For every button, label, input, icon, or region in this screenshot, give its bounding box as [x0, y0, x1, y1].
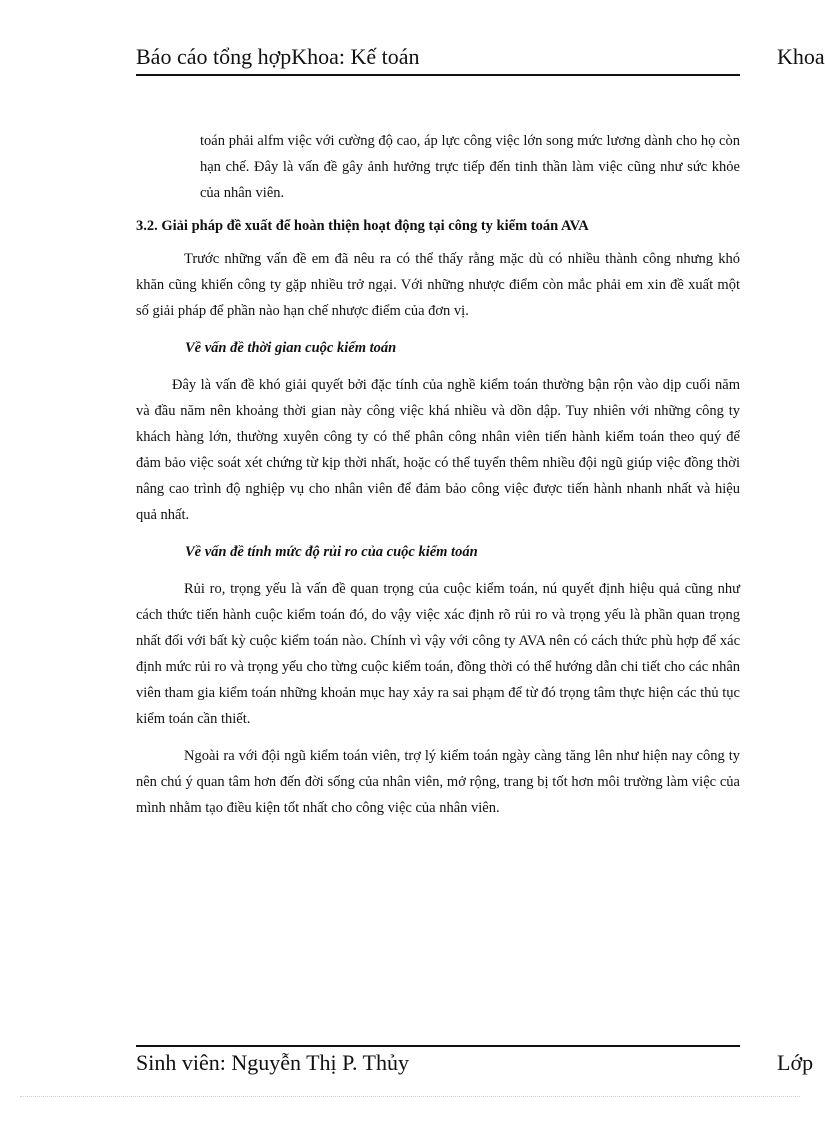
- footer-rule: [136, 1045, 740, 1047]
- header-rule: [136, 74, 740, 76]
- header-title: Báo cáo tổng hợpKhoa: Kế toán: [136, 44, 420, 69]
- document-body: [136, 128, 740, 832]
- paragraph-continued: toán phải alfm việc với cường độ cao, áp lực công việc lớn song mức lương dành cho họ còn hạn chế. Đây là vấn đề gây ảnh hưởng trực tiếp đến tinh thần làm việc cũng như sức khỏe của nhân viên.: [200, 133, 740, 201]
- paragraph-intro: Trước những vấn đề em đã nêu ra có thể thấy rằng mặc dù có nhiều thành công nhưng khó khăn cũng khiến công ty gặp nhiều trở ngại. Với những nhược điểm còn mắc phải em xin đề xuất một số giải pháp để phần nào hạn chế nhược điểm của đơn vị.: [136, 251, 740, 319]
- paragraph-time: Đây là vấn đề khó giải quyết bởi đặc tính của nghề kiểm toán thường bận rộn vào dịp cuối năm và đầu năm nên khoảng thời gian này công việc khá nhiều và dồn dập. Tuy nhiên với những công ty khách hàng lớn, thường xuyên công ty có thể phân công nhân viên tiến hành kiểm toán theo quý để đảm bảo việc soát xét chứng từ kịp thời nhất, hoặc có thể tuyển thêm nhiều đội ngũ giúp việc đồng thời nâng cao trình độ nghiệp vụ cho nhân viên để đảm bảo công việc được tiến hành nhanh nhất và hiệu quả nhất.: [136, 377, 740, 523]
- footer-student: Sinh viên: Nguyễn Thị P. Thủy: [136, 1050, 409, 1075]
- header-right-text: Khoa: [777, 44, 825, 69]
- section-heading: 3.2. Giải pháp đề xuất để hoàn thiện hoạt động tại công ty kiểm toán AVA: [136, 218, 589, 234]
- sub-heading-time: Về vấn đề thời gian cuộc kiểm toán: [185, 340, 397, 356]
- sub-heading-risk: Về vấn đề tính mức độ rủi ro của cuộc kiểm toán: [185, 544, 478, 560]
- page-bottom-dotted-line: [20, 1096, 800, 1097]
- paragraph-risk: Rủi ro, trọng yếu là vấn đề quan trọng của cuộc kiểm toán, nú quyết định hiệu quả cũng như cách thức tiến hành cuộc kiểm toán đó, do vậy việc xác định rõ rủi ro và trọng yếu là phần quan trọng nhất đối với bất kỳ cuộc kiểm toán nào. Chính vì vậy với công ty AVA nên có cách thức phù hợp để xác định mức rủi ro và trọng yếu cho từng cuộc kiểm toán, đồng thời có thể hướng dẫn chi tiết cho các nhân viên tham gia kiểm toán những khoản mục hay xảy ra sai phạm để từ đó trọng tâm thực hiện các thủ tục kiểm toán cần thiết.: [136, 581, 740, 727]
- footer-right-text: Lớp: [777, 1050, 814, 1075]
- paragraph-staff: Ngoài ra với đội ngũ kiểm toán viên, trợ lý kiểm toán ngày càng tăng lên như hiện nay công ty nên chú ý quan tâm hơn đến đời sống của nhân viên, mở rộng, trang bị tốt hơn môi trường làm việc của mình nhằm tạo điều kiện tốt nhất cho công việc của nhân viên.: [136, 748, 740, 816]
